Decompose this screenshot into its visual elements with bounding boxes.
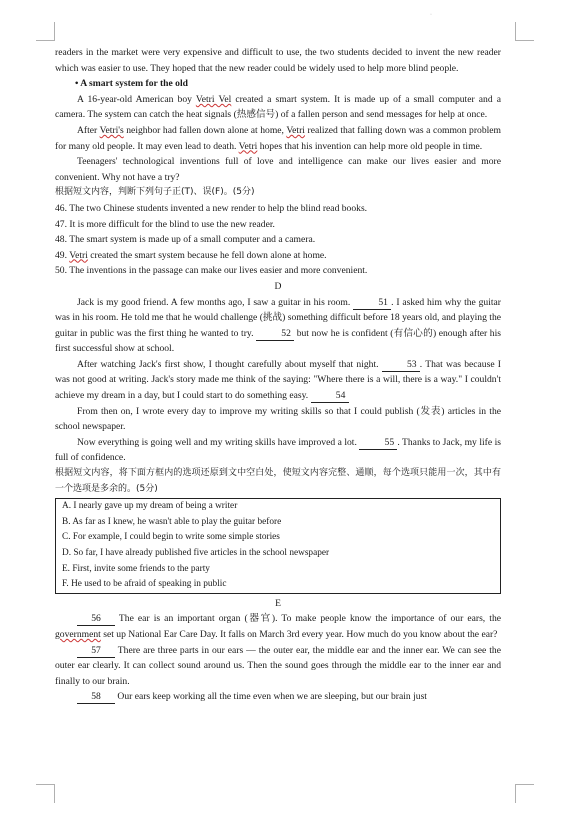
crop-mark-bottom-left: [36, 784, 55, 803]
crop-mark-bottom-right: [515, 784, 534, 803]
spellcheck-word: Vetri: [69, 249, 88, 261]
paragraph-teenagers: Teenagers' technological inventions full of love and intelligence can make our lives easier and more convenient. Why not have a try?: [55, 156, 501, 183]
paragraph-d4: Now everything is going well and my writing skills have improved a lot. 55 . Thanks to Jack, my life is full of confidence.: [55, 436, 501, 464]
question-48: 48. The smart system is made up of a small computer and a camera.: [55, 234, 316, 246]
crop-mark-top-right: [515, 22, 534, 41]
instruction-d: 根据短文内容，将下面方框内的选项还原到文中空白处，使短文内容完整、通顺，每个选项只能用一次，其中有一个选项是多余的。(5分): [55, 468, 501, 494]
bullet-heading-smart-system: • A smart system for the old: [75, 78, 188, 90]
header-mark: ·: [430, 12, 432, 18]
option-a: A. I nearly gave up my dream of being a writer: [62, 501, 238, 512]
paragraph-d1: Jack is my good friend. A few months ago, I saw a guitar in his room. 51 . I asked him why the guitar was in his room. He told me that he would challenge (挑战) something difficult before 18 years old, and playing the guitar in public was the first thing he wanted to try. 52 but now he is confident (有信心的) enough after his first successful show at school.: [55, 296, 502, 355]
option-e: E. First, invite some friends to the party: [62, 563, 210, 574]
question-49: 49. Vetri created the smart system because he fell down alone at home.: [55, 249, 327, 261]
section-heading-e: E: [275, 597, 281, 609]
blank-51: 51: [353, 297, 391, 310]
question-47: 47. It is more difficult for the blind to use the new reader.: [55, 218, 275, 230]
options-box: [55, 498, 501, 594]
instruction-c: 根据短文内容，判断下列句子正(T)、误(F)。(5分): [55, 187, 255, 198]
blank-57: 57: [77, 645, 115, 658]
blank-54: 54: [311, 390, 349, 403]
spellcheck-word: government: [55, 628, 101, 640]
option-f: F. He used to be afraid of speaking in public: [62, 579, 227, 590]
section-heading-d: D: [274, 280, 282, 292]
crop-mark-top-left: [36, 22, 55, 41]
spellcheck-word: Vetri: [286, 124, 305, 136]
spellcheck-word: Vetri's: [99, 124, 124, 136]
option-c: C. For example, I could begin to write some simple stories: [62, 532, 280, 543]
blank-55: 55: [359, 437, 397, 450]
option-d: D. So far, I have already published five articles in the school newspaper: [62, 548, 330, 558]
question-46: 46. The two Chinese students invented a new render to help the blind read books.: [55, 202, 368, 214]
blank-56: 56: [77, 613, 115, 626]
paragraph-vetri-2: After Vetri's neighbor had fallen down alone at home, Vetri realized that falling down was a common problem for many old people. It may even lead to death. Vetri hopes that his invention can help more old people in time.: [55, 124, 502, 152]
option-b: B. As far as I knew, he wasn't able to play the guitar before: [62, 516, 282, 527]
paragraph-e2: 57 There are three parts in our ears — the outer ear, the middle ear and the inner ear. We can see the outer ear clearly. It can collect sound around us. Then the sound goes through the middle ear to the inner ear and finally to our brain.: [55, 644, 501, 687]
blank-52: 52: [256, 328, 294, 341]
paragraph-intro: readers in the market were very expensive and difficult to use, the two students decided to invent the new reader which was easier to use. They hoped that the new reader could be widely used to help more blind people.: [55, 47, 501, 74]
paragraph-vetri-1: A 16-year-old American boy Vetri Vel created a smart system. It is made up of a small computer and a camera. The system can catch the heat signals (热感信号) of a fallen person and send messages for help at once.: [55, 93, 501, 121]
paragraph-d3: From then on, I wrote every day to improve my writing skills so that I could publish (发表) articles in the school newspaper.: [55, 405, 501, 433]
question-50: 50. The inventions in the passage can make our lives easier and more convenient.: [55, 265, 368, 277]
paragraph-e1: 56 The ear is an important organ (器官). To make people know the importance of our ears, the government set up National Ear Care Day. It falls on March 3rd every year. How much do you know about the ear?: [55, 613, 501, 640]
blank-53: 53: [382, 359, 420, 372]
document-body: [55, 45, 501, 705]
spellcheck-word: Vetri Vel: [195, 93, 232, 105]
paragraph-e3: 58 Our ears keep working all the time even when we are sleeping, but our brain just: [55, 689, 501, 705]
blank-58: 58: [77, 691, 115, 704]
paragraph-d2: After watching Jack's first show, I thought carefully about myself that night. 53 . That was because I was not good at writing. Jack's story made me think of the saying: "Where there is a will, there is a way." I couldn't achieve my dream in a day, but I could start to do something easy. 54: [55, 358, 502, 402]
spellcheck-word: Vetri: [238, 140, 258, 152]
